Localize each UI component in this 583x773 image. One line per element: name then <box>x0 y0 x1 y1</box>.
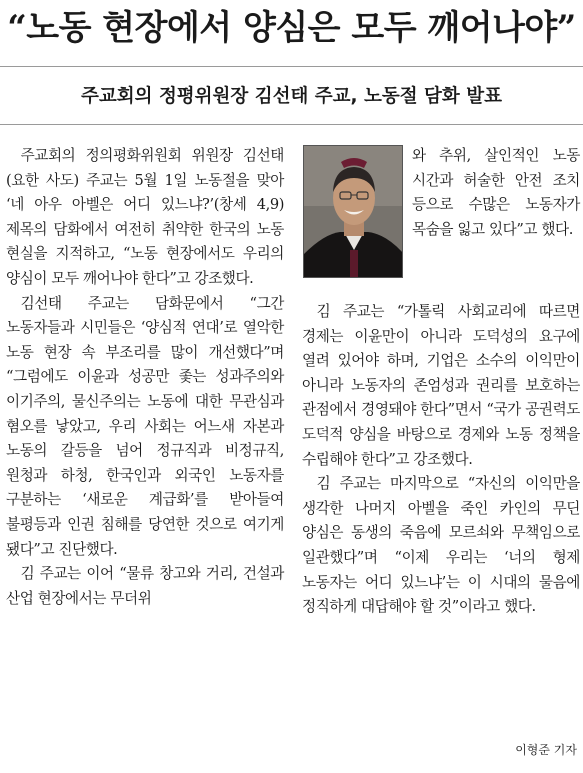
divider <box>0 124 583 125</box>
bishop-portrait-photo <box>303 145 403 278</box>
paragraph: 김선태 주교는 담화문에서 “그간 노동자들과 시민들은 ‘양심적 연대’로 열악한 노동 현장 속 부조리를 많이 개선했다”며 “그럼에도 이윤과 성공만 좇는 성과주의와 이기주의, 물신주의는 노동에 대한 무관심과 혐오를 낳았고, 우리 사회는 어느새 자본과 노동의 갈등을 넘어 정규직과 비정규직, 원청과 하청, 한국인과 외국인 노동자를 구분하는 ‘새로운 계급화’를 받아들여 불평등과 인권 침해를 당연한 것으로 여기게 됐다”고 진단했다. <box>6 294 284 558</box>
byline: 이형준 기자 <box>515 743 577 757</box>
paragraph: 주교회의 정의평화위원회 위원장 김선태(요한 사도) 주교는 5월 1일 노동절을 맞아 ‘네 아우 아벨은 어디 있느냐?’(창세 4,9) 제목의 담화에서 여전히 취약한 한국의 노동 현실을 지적하고, “노동 현장에서도 우리의 양심이 모두 깨어나야 한다”고 강조했다. <box>6 147 284 287</box>
subheadline: 주교회의 정평위원장 김선태 주교, 노동절 담화 발표 <box>81 86 502 107</box>
article-column-left <box>6 144 284 611</box>
paragraph: 김 주교는 마지막으로 “자신의 이익만을 생각한 나머지 아벨을 죽인 카인의 무딘 양심은 동생의 죽음에 모르쇠와 무책임으로 일관했다”며 “이제 우리는 ‘너의 형제 노동자는 어디 있느냐’는 이 시대의 물음에 정직하게 대답해야 할 것”이라고 했다. <box>302 475 580 616</box>
article-column-right <box>302 300 580 620</box>
paragraph: 김 주교는 이어 “물류 창고와 거리, 건설과 산업 현장에서는 무더위 <box>6 565 284 607</box>
paragraph: 김 주교는 “가톨릭 사회교리에 따르면 경제는 이윤만이 아니라 도덕성의 요구에 열려 있어야 하며, 기업은 소수의 이익만이 아니라 노동자의 존엄성과 권리를 보호하는 관점에서 경영돼야 한다”면서 “국가 공권력도 도덕적 양심을 바탕으로 경제와 노동 정책을 수립해야 한다”고 강조했다. <box>302 303 580 468</box>
divider <box>0 66 583 67</box>
article-column-right-top <box>412 144 580 242</box>
paragraph: 와 추위, 살인적인 노동 시간과 허술한 안전 조치 등으로 수많은 노동자가 목숨을 잃고 있다”고 했다. <box>412 147 580 238</box>
headline: “노동 현장에서 양심은 모두 깨어나야” <box>7 8 576 48</box>
